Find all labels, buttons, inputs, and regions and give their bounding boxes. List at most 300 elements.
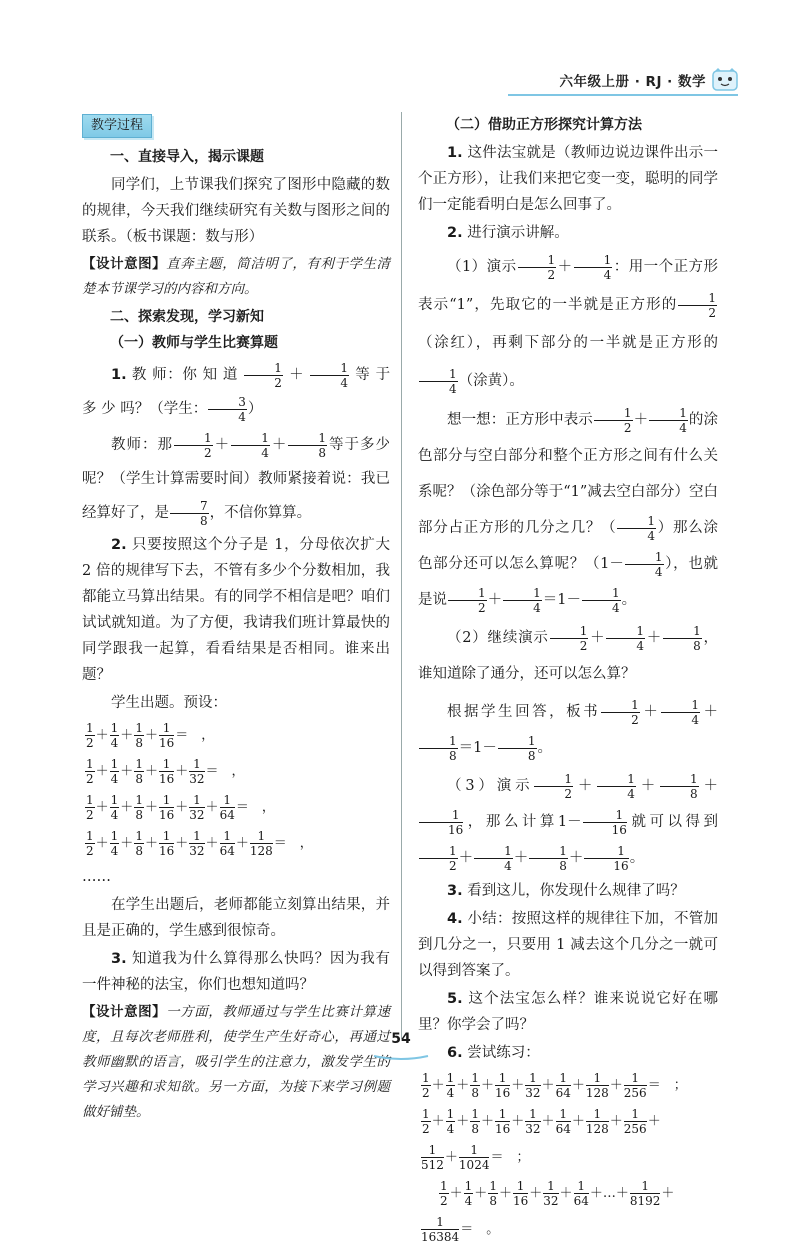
fraction bbox=[170, 500, 209, 527]
denominator: 2 bbox=[449, 858, 457, 873]
numerator: 1 bbox=[419, 368, 458, 382]
plus-sign: ＋ bbox=[144, 728, 158, 743]
text: 进行演示讲解。 bbox=[467, 225, 569, 241]
numerator: 1 bbox=[159, 794, 174, 808]
numerator: 1 bbox=[459, 1144, 490, 1158]
text: ：用一个正方形表示“1”，先取它的一半就是正方形的 bbox=[418, 259, 719, 313]
numerator: 1 bbox=[529, 845, 568, 859]
section-tag: 教学过程 bbox=[82, 114, 152, 138]
page-number: 54 bbox=[391, 1031, 411, 1047]
fraction bbox=[661, 699, 700, 726]
number: 1 bbox=[557, 814, 568, 830]
numerator: 1 bbox=[660, 773, 699, 787]
denominator: 256 bbox=[623, 1086, 647, 1100]
numerator: 1 bbox=[231, 432, 270, 446]
item-number: 4. bbox=[447, 911, 463, 927]
denominator: 16 bbox=[611, 822, 627, 837]
fraction bbox=[159, 830, 174, 857]
denominator: 8 bbox=[559, 858, 567, 873]
numerator: 1 bbox=[288, 432, 327, 446]
fraction bbox=[220, 830, 235, 857]
equals-sign: ＝ ， bbox=[205, 764, 245, 779]
fraction bbox=[110, 722, 120, 749]
numerator: 1 bbox=[525, 1108, 540, 1122]
fraction bbox=[543, 1180, 558, 1207]
text: 等 于 多 少 吗？（学生： bbox=[82, 367, 391, 417]
numerator: 1 bbox=[110, 829, 119, 843]
fraction bbox=[495, 1108, 510, 1135]
fraction bbox=[582, 587, 621, 614]
fraction bbox=[159, 758, 174, 785]
equation-preset-3 bbox=[82, 790, 390, 826]
fraction bbox=[660, 773, 699, 800]
numerator: 1 bbox=[86, 829, 94, 843]
fraction bbox=[525, 1108, 540, 1135]
plus-sign: ＋ bbox=[559, 1186, 573, 1201]
text: 尝试练习： bbox=[467, 1045, 540, 1061]
fraction bbox=[419, 368, 458, 395]
plus-sign: ＋ bbox=[487, 592, 503, 608]
denominator: 4 bbox=[504, 858, 512, 873]
note-text: 一方面，教师通过与学生比赛计算速度，且每次老师胜利，使学生产生好奇心，再通过教师幽默的语言，吸引学生的注意力，激发学生的学习兴趣和求知欲。另一方面，为接下来学习例题做好铺垫。 bbox=[82, 1004, 391, 1120]
fraction bbox=[421, 1216, 459, 1243]
fraction bbox=[617, 515, 656, 542]
numerator: 1 bbox=[189, 794, 204, 808]
denominator: 1024 bbox=[458, 1158, 490, 1172]
exercise-3 bbox=[418, 1176, 718, 1212]
equals-sign: ＝ bbox=[458, 740, 474, 756]
plus-sign: ＋ bbox=[589, 630, 606, 646]
numerator: 1 bbox=[583, 809, 627, 823]
numerator: 1 bbox=[422, 1107, 430, 1121]
fraction bbox=[624, 1072, 647, 1099]
minus-sign: － bbox=[482, 740, 497, 756]
fraction bbox=[439, 1180, 449, 1207]
item-number: 5. bbox=[447, 991, 463, 1007]
numerator: 1 bbox=[594, 407, 633, 421]
plus-sign: ＋ bbox=[213, 437, 231, 453]
paragraph-preset: 学生出题。预设： bbox=[111, 695, 227, 711]
plus-sign: ＋ bbox=[120, 728, 134, 743]
text: 。 bbox=[629, 850, 645, 866]
numerator: 1 bbox=[489, 1179, 497, 1193]
fraction bbox=[594, 407, 633, 434]
numerator: 1 bbox=[661, 699, 700, 713]
numerator: 7 bbox=[170, 500, 209, 514]
fraction bbox=[134, 758, 144, 785]
separator: ； bbox=[516, 1150, 530, 1165]
plus-sign: ＋ bbox=[120, 800, 134, 815]
plus-sign: ＋ bbox=[511, 1114, 525, 1129]
numerator: 1 bbox=[446, 1071, 455, 1085]
numerator: 1 bbox=[574, 1180, 589, 1194]
fraction bbox=[419, 845, 458, 872]
text: 。 bbox=[621, 592, 637, 608]
numerator: 1 bbox=[86, 793, 94, 807]
denominator: 16 bbox=[512, 1194, 529, 1208]
denominator: 4 bbox=[612, 600, 620, 615]
denominator: 4 bbox=[679, 420, 687, 435]
equation-preset-4 bbox=[82, 826, 390, 862]
numerator: 1 bbox=[220, 794, 235, 808]
denominator: 128 bbox=[585, 1122, 609, 1136]
text: 。 bbox=[537, 740, 553, 756]
fraction bbox=[513, 1180, 528, 1207]
fraction bbox=[208, 396, 247, 423]
fraction bbox=[110, 758, 120, 785]
design-note bbox=[82, 252, 390, 302]
fraction bbox=[421, 1072, 431, 1099]
fraction bbox=[134, 722, 144, 749]
plus-sign: ＋ bbox=[95, 800, 109, 815]
plus-sign: ＋ bbox=[574, 778, 597, 794]
numerator: 1 bbox=[135, 829, 143, 843]
plus-sign: ＋ bbox=[498, 1186, 512, 1201]
plus-sign: ＋ bbox=[95, 764, 109, 779]
denominator: 2 bbox=[422, 1122, 430, 1136]
numerator: 1 bbox=[310, 362, 349, 376]
denominator: 2 bbox=[440, 1194, 448, 1208]
numerator: 1 bbox=[86, 721, 94, 735]
fraction bbox=[159, 722, 174, 749]
denominator: 32 bbox=[189, 808, 205, 822]
numerator: 1 bbox=[419, 735, 458, 749]
equals-sign: ＝ ， bbox=[235, 800, 275, 815]
fraction bbox=[220, 794, 235, 821]
fraction bbox=[678, 292, 717, 319]
fraction bbox=[534, 773, 573, 800]
text: 想一想：正方形中表示 bbox=[447, 412, 593, 428]
denominator: 2 bbox=[274, 375, 282, 390]
column-divider bbox=[401, 112, 402, 1039]
plus-sign: ＋ bbox=[456, 1114, 470, 1129]
fraction bbox=[85, 830, 95, 857]
numerator: 1 bbox=[601, 699, 640, 713]
text: 就可以得到 bbox=[627, 814, 719, 830]
fraction bbox=[556, 1108, 571, 1135]
denominator: 4 bbox=[449, 381, 457, 396]
plus-sign: ＋ bbox=[235, 836, 249, 851]
fraction bbox=[446, 1072, 456, 1099]
numerator: 1 bbox=[574, 254, 613, 268]
numerator: 1 bbox=[498, 735, 537, 749]
equals-sign: ＝ ， bbox=[175, 728, 215, 743]
denominator: 8 bbox=[200, 513, 208, 528]
fraction bbox=[597, 773, 636, 800]
plus-sign: ＋ bbox=[571, 1114, 585, 1129]
denominator: 4 bbox=[110, 736, 119, 750]
denominator: 8 bbox=[527, 748, 536, 763]
plus-sign: ＋ bbox=[474, 1186, 488, 1201]
text: 等于多少呢？（学生计算需要时间）教师紧接着说：我已经算好了，是 bbox=[82, 437, 391, 521]
denominator: 4 bbox=[533, 600, 541, 615]
numerator: 1 bbox=[471, 1107, 479, 1121]
fraction bbox=[159, 794, 174, 821]
numerator: 1 bbox=[174, 432, 213, 446]
fraction bbox=[663, 625, 702, 652]
fraction bbox=[495, 1072, 510, 1099]
fraction bbox=[649, 407, 688, 434]
paragraph-r2 bbox=[418, 220, 718, 246]
paragraph-r6 bbox=[418, 1040, 718, 1066]
denominator: 2 bbox=[422, 1086, 430, 1100]
plus-sign: ＋ bbox=[205, 800, 219, 815]
denominator: 16384 bbox=[421, 1230, 460, 1244]
fraction bbox=[250, 830, 273, 857]
plus-sign: ＋ bbox=[144, 836, 158, 851]
fraction bbox=[601, 699, 640, 726]
denominator: 16 bbox=[494, 1122, 511, 1136]
fraction bbox=[498, 735, 537, 762]
denominator: 8 bbox=[318, 445, 326, 460]
denominator: 16 bbox=[158, 736, 175, 750]
denominator: 16 bbox=[448, 822, 464, 837]
denominator: 32 bbox=[525, 1122, 541, 1136]
fraction bbox=[189, 830, 204, 857]
fraction bbox=[134, 830, 144, 857]
equals-sign: ＝ ， bbox=[273, 836, 313, 851]
fraction bbox=[488, 1180, 498, 1207]
text: ，谁知道除了通分，还可以怎么算？ bbox=[418, 630, 719, 682]
exercise-3-cont bbox=[418, 1212, 718, 1248]
text: （2）继续演示 bbox=[447, 630, 549, 646]
denominator: 2 bbox=[579, 638, 588, 653]
denominator: 128 bbox=[249, 844, 273, 858]
plus-sign: ＋ bbox=[699, 778, 719, 794]
numerator: 1 bbox=[649, 407, 688, 421]
fraction bbox=[459, 1144, 490, 1171]
text: ）那么涂色部分还可以怎么算呢？（ bbox=[418, 520, 719, 572]
numerator: 1 bbox=[135, 793, 143, 807]
numerator: 1 bbox=[440, 1179, 448, 1193]
denominator: 4 bbox=[627, 786, 635, 801]
ellipsis: … bbox=[602, 1186, 616, 1201]
numerator: 1 bbox=[534, 773, 573, 787]
ellipsis: …… bbox=[82, 869, 111, 885]
plus-sign: ＋ bbox=[661, 1186, 675, 1201]
denominator: 16 bbox=[158, 844, 175, 858]
denominator: 2 bbox=[478, 600, 486, 615]
number: 1 bbox=[557, 592, 567, 608]
denominator: 32 bbox=[543, 1194, 559, 1208]
fraction bbox=[518, 254, 557, 281]
denominator: 4 bbox=[446, 1122, 455, 1136]
denominator: 8192 bbox=[629, 1194, 661, 1208]
numerator: 1 bbox=[556, 1108, 571, 1122]
denominator: 32 bbox=[525, 1086, 541, 1100]
note-text: 直奔主题，简洁明了，有利于学生清楚本节课学习的内容和方向。 bbox=[82, 256, 391, 297]
paragraph-demo2 bbox=[418, 620, 718, 692]
denominator: 4 bbox=[446, 1086, 455, 1100]
plus-sign: ＋ bbox=[589, 1186, 603, 1201]
heading-intro: 一、直接导入，揭示课题 bbox=[110, 149, 264, 165]
numerator: 1 bbox=[584, 845, 628, 859]
equals-sign: ＝ bbox=[647, 1078, 661, 1093]
fraction bbox=[606, 625, 645, 652]
plus-sign: ＋ bbox=[95, 836, 109, 851]
fraction bbox=[446, 1108, 456, 1135]
numerator: 1 bbox=[419, 809, 463, 823]
numerator: 1 bbox=[159, 758, 174, 772]
text: 知道我为什么算得那么快吗？因为我有一件神秘的法宝，你们也想知道吗？ bbox=[82, 951, 391, 993]
numerator: 1 bbox=[464, 1179, 473, 1193]
fraction bbox=[586, 1072, 609, 1099]
numerator: 1 bbox=[597, 773, 636, 787]
denominator: 4 bbox=[110, 772, 119, 786]
numerator: 1 bbox=[419, 845, 458, 859]
paragraph-q2 bbox=[82, 532, 390, 688]
plus-sign: ＋ bbox=[205, 836, 219, 851]
fraction bbox=[421, 1144, 444, 1171]
design-note bbox=[82, 1000, 390, 1125]
plus-sign: ＋ bbox=[701, 704, 719, 720]
numerator: 1 bbox=[586, 1108, 609, 1122]
equation-preset-1 bbox=[82, 718, 390, 754]
denominator: 8 bbox=[135, 808, 143, 822]
item-number: 2. bbox=[447, 225, 463, 241]
plus-sign: ＋ bbox=[444, 1150, 458, 1165]
fraction bbox=[244, 362, 283, 389]
paragraph-result: 在学生出题后，老师都能立刻算出结果，并且是正确的，学生感到很惊奇。 bbox=[82, 897, 390, 939]
exercise-1 bbox=[418, 1068, 718, 1104]
fraction bbox=[525, 1072, 540, 1099]
denominator: 4 bbox=[340, 375, 349, 390]
fraction bbox=[448, 587, 487, 614]
paragraph-r5 bbox=[418, 986, 718, 1038]
numerator: 1 bbox=[556, 1072, 571, 1086]
plus-sign: ＋ bbox=[609, 1114, 623, 1129]
fraction bbox=[189, 794, 204, 821]
paragraph-q1 bbox=[82, 358, 390, 426]
numerator: 1 bbox=[663, 625, 702, 639]
numerator: 1 bbox=[582, 587, 621, 601]
item-number: 1. bbox=[111, 367, 127, 383]
numerator: 1 bbox=[606, 625, 645, 639]
text: （1）演示 bbox=[447, 259, 517, 275]
plus-sign: ＋ bbox=[458, 850, 474, 866]
exercise-2-cont bbox=[418, 1140, 718, 1176]
paragraph-think bbox=[418, 402, 718, 618]
numerator: 1 bbox=[586, 1072, 609, 1086]
denominator: 2 bbox=[631, 712, 639, 727]
denominator: 256 bbox=[623, 1122, 647, 1136]
plus-sign: ＋ bbox=[568, 850, 584, 866]
note-label: 【设计意图】 bbox=[82, 256, 167, 272]
fraction bbox=[419, 735, 458, 762]
numerator: 1 bbox=[448, 587, 487, 601]
header-rule bbox=[508, 94, 738, 96]
header-title: 六年级上册 · RJ · 数学 bbox=[559, 74, 706, 90]
fraction bbox=[586, 1108, 609, 1135]
equation-preset-2 bbox=[82, 754, 390, 790]
fraction bbox=[583, 809, 627, 836]
plus-sign: ＋ bbox=[456, 1078, 470, 1093]
numerator: 1 bbox=[244, 362, 283, 376]
fraction bbox=[110, 830, 120, 857]
denominator: 2 bbox=[86, 844, 94, 858]
fraction bbox=[630, 1180, 661, 1207]
denominator: 32 bbox=[189, 772, 205, 786]
denominator: 16 bbox=[613, 858, 629, 873]
fraction bbox=[419, 809, 463, 836]
item-number: 1. bbox=[447, 145, 463, 161]
denominator: 4 bbox=[603, 267, 612, 282]
fraction bbox=[134, 794, 144, 821]
plus-sign: ＋ bbox=[541, 1078, 555, 1093]
heading-square: （二）借助正方形探究计算方法 bbox=[446, 117, 642, 133]
denominator: 4 bbox=[654, 564, 663, 579]
text: 根据学生回答，板书 bbox=[447, 704, 601, 720]
left-column bbox=[82, 112, 390, 1127]
fraction bbox=[474, 845, 513, 872]
note-label: 【设计意图】 bbox=[82, 1004, 167, 1020]
minus-sign: － bbox=[609, 556, 624, 572]
fraction bbox=[584, 845, 628, 872]
denominator: 128 bbox=[585, 1086, 609, 1100]
fraction bbox=[470, 1108, 480, 1135]
denominator: 64 bbox=[555, 1122, 571, 1136]
numerator: 1 bbox=[110, 757, 119, 771]
numerator: 1 bbox=[220, 830, 235, 844]
plus-sign: ＋ bbox=[609, 1078, 623, 1093]
equals-sign: ＝ bbox=[490, 1150, 504, 1165]
numerator: 1 bbox=[86, 757, 94, 771]
text: 的涂色部分与空白部分和整个正方形之间有什么关系呢？（涂色部分等于“1”减去空白部分）空白部分占正方形的几分之几？（ bbox=[418, 412, 719, 536]
text: ，不信你算算。 bbox=[209, 505, 312, 521]
denominator: 4 bbox=[691, 712, 699, 727]
plus-sign: ＋ bbox=[289, 367, 305, 383]
fraction bbox=[85, 758, 95, 785]
fraction bbox=[574, 254, 613, 281]
plus-sign: ＋ bbox=[633, 412, 649, 428]
fraction bbox=[421, 1108, 431, 1135]
fraction bbox=[85, 722, 95, 749]
paragraph-q3 bbox=[82, 946, 390, 998]
numerator: 1 bbox=[159, 722, 174, 736]
item-number: 6. bbox=[447, 1045, 463, 1061]
plus-sign: ＋ bbox=[95, 728, 109, 743]
plus-sign: ＋ bbox=[144, 800, 158, 815]
plus-sign: ＋ bbox=[144, 764, 158, 779]
text: 这件法宝就是（教师边说边课件出示一个正方形），让我们来把它变一变，聪明的同学们一定能看明白是怎么回事了。 bbox=[418, 145, 719, 213]
plus-sign: ＋ bbox=[270, 437, 288, 453]
plus-sign: ＋ bbox=[480, 1114, 494, 1129]
plus-sign: ＋ bbox=[449, 1186, 463, 1201]
numerator: 1 bbox=[474, 845, 513, 859]
denominator: 8 bbox=[690, 786, 698, 801]
denominator: 2 bbox=[86, 736, 94, 750]
plus-sign: ＋ bbox=[175, 800, 189, 815]
numerator: 1 bbox=[495, 1108, 510, 1122]
fraction bbox=[85, 794, 95, 821]
number: 1 bbox=[473, 740, 483, 756]
paragraph-board bbox=[418, 694, 718, 766]
fraction bbox=[231, 432, 270, 459]
equals-sign: ＝ bbox=[542, 592, 558, 608]
paragraph-demo3 bbox=[418, 768, 718, 876]
denominator: 4 bbox=[110, 808, 119, 822]
denominator: 512 bbox=[421, 1158, 444, 1172]
text: （涂红），再剩下部分的一半就是正方形的 bbox=[418, 335, 718, 351]
denominator: 64 bbox=[219, 844, 235, 858]
denominator: 8 bbox=[471, 1086, 479, 1100]
denominator: 8 bbox=[135, 772, 143, 786]
minus-sign: － bbox=[566, 592, 582, 608]
fraction bbox=[529, 845, 568, 872]
paragraph-q1b bbox=[82, 428, 390, 530]
plus-sign: ＋ bbox=[511, 1078, 525, 1093]
plus-sign: ＋ bbox=[513, 850, 529, 866]
